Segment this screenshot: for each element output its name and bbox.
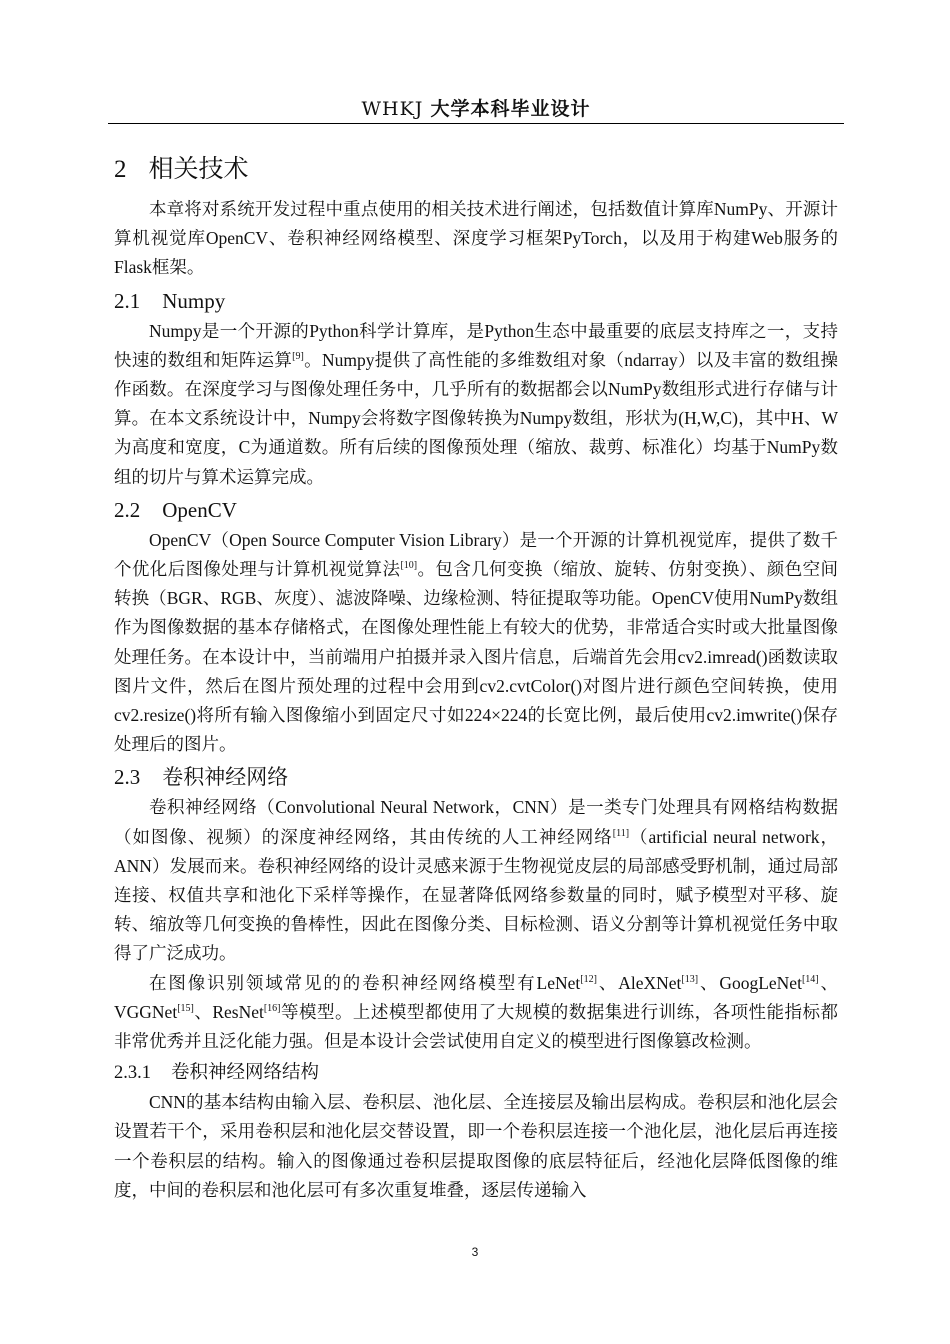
text-run: 卷积神经网络（Convolutional Neural Network，CNN）是一类专门处理具有网格结构数据（如图像、视频）的深度神经网络，其由传统的人工神经网络: [114, 797, 838, 847]
chapter-title: 相关技术: [148, 154, 249, 183]
section-heading-2-2: [114, 494, 838, 526]
citation: [15]: [177, 1002, 194, 1014]
chapter-number: 2: [114, 156, 127, 183]
section-title: OpenCV: [162, 497, 237, 522]
paragraph-cnn-models: [114, 969, 838, 1057]
page-body: [114, 150, 838, 1205]
text-run: （artificial neural network，ANN）发展而来。卷积神经网络的设计灵感来源于生物视觉皮层的局部感受野机制，通过局部连接、权值共享和池化下采样等操作，在显著降低网络参数量的同时，赋予模型对平移、旋转、缩放等几何变换的鲁棒性，因此在图像分类、目标检测、语义分割等计算机视觉任务中取得了广泛成功。: [114, 826, 838, 964]
subsection-heading-2-3-1: [114, 1058, 838, 1088]
text-run: 。Numpy提供了高性能的多维数组对象（ndarray）以及丰富的数组操作函数。在深度学习与图像处理任务中，几乎所有的数据都会以NumPy数组形式进行存储与计算。在本文系统设计中，Numpy会将数字图像转换为Numpy数组，形状为(H,W,C)，其中H、W为高度和宽度，C为通道数。所有后续的图像预处理（缩放、裁剪、标准化）均基于NumPy数组的切片与算术运算完成。: [114, 349, 838, 487]
text-run: 、VGGNet: [114, 972, 838, 1022]
section-title: 卷积神经网络: [162, 765, 289, 790]
section-heading-2-1: [114, 285, 838, 317]
section-number: 2.1: [114, 288, 141, 313]
header-rule: [108, 123, 844, 124]
page-number: 3: [471, 1245, 479, 1259]
citation: [12]: [580, 973, 597, 985]
header-prefix: WHKJ: [361, 98, 424, 120]
text-run: 在图像识别领域常见的的卷积神经网络模型有LeNet: [149, 972, 581, 993]
text-run: OpenCV（Open Source Computer Vision Library）是一个开源的计算机视觉库，提供了数千个优化后图像处理与计算机视觉算法: [114, 529, 838, 580]
text-run: Numpy是一个开源的Python科学计算库，是Python生态中最重要的底层支持库之一，支持快速的数组和矩阵运算: [114, 320, 838, 370]
text-run: 。包含几何变换（缩放、旋转、仿射变换）、颜色空间转换（BGR、RGB、灰度）、滤波降噪、边缘检测、特征提取等功能。OpenCV使用NumPy数组作为图像数据的基本存储格式，在图像处理性能上有较大的优势，非常适合实时或大批量图像处理任务。在本设计中，当前端用户拍摄并录入图片信息，后端首先会用cv2.imread()函数读取图片文件，然后在图片预处理的过程中会用到cv2.cvtColor()对图片进行颜色空间转换，使用cv2.resize()将所有输入图像缩小到固定尺寸如224×224的长宽比例，最后使用cv2.imwrite()保存处理后的图片。: [114, 559, 839, 755]
section-heading-2-3: [114, 761, 838, 793]
text-run: 、GoogLeNet: [698, 972, 802, 993]
citation: [9]: [292, 350, 304, 362]
paragraph-cnn-structure: CNN的基本结构由输入层、卷积层、池化层、全连接层及输出层构成。卷积层和池化层会设置若干个，采用卷积层和池化层交替设置，即一个卷积层连接一个池化层，池化层后再连接一个卷积层的结构。输入的图像通过卷积层提取图像的底层特征后，经池化层降低图像的维度，中间的卷积层和池化层可有多次重复堆叠，逐层传递输入: [114, 1092, 838, 1200]
section-number: 2.3: [114, 765, 141, 790]
paragraph-numpy: [114, 317, 838, 492]
citation: [10]: [400, 560, 418, 572]
text-run: 等模型。上述模型都使用了大规模的数据集进行训练，各项性能指标都非常优秀并且泛化能力强。但是本设计会尝试使用自定义的模型进行图像篡改检测。: [114, 1001, 838, 1052]
subsection-number: 2.3.1: [114, 1063, 151, 1084]
text-run: 、ResNet: [193, 1001, 264, 1022]
citation: [14]: [801, 973, 819, 985]
header-suffix: 大学本科毕业设计: [430, 98, 591, 120]
paragraph-cnn-intro: [114, 793, 838, 968]
citation: [13]: [681, 973, 699, 985]
section-title: Numpy: [162, 288, 226, 313]
running-header: [108, 94, 844, 124]
citation: [16]: [263, 1002, 281, 1014]
section-number: 2.2: [114, 497, 141, 522]
paragraph-opencv: [114, 526, 838, 760]
chapter-heading: [114, 150, 838, 189]
chapter-intro: 本章将对系统开发过程中重点使用的相关技术进行阐述，包括数值计算库NumPy、开源计算机视觉库OpenCV、卷积神经网络模型、深度学习框架PyTorch，以及用于构建Web服务的Flask框架。: [114, 199, 838, 278]
subsection-title: 卷积神经网络结构: [171, 1062, 320, 1084]
text-run: 、AleXNet: [596, 972, 682, 993]
citation: [11]: [612, 827, 630, 839]
